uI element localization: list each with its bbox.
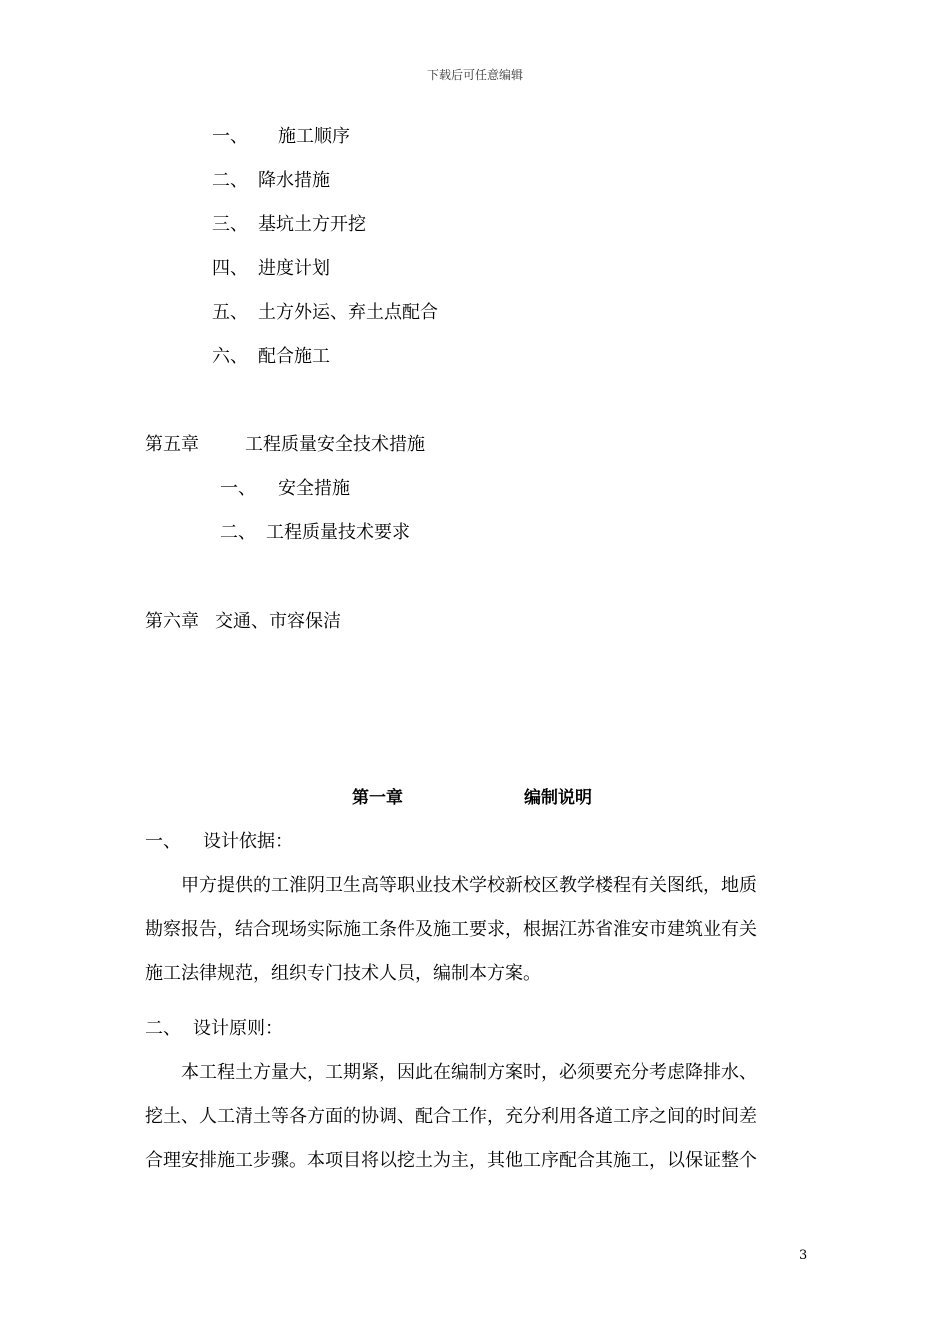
toc-item-label: 基坑土方开挖 [258,214,366,235]
toc-chapter-title: 交通、市容保洁 [215,611,341,632]
section-paragraph [145,864,807,996]
chapter-title: 编制说明 [524,788,592,808]
toc-item-label: 安全措施 [278,478,350,499]
toc-item [212,214,366,236]
section-number: 二、 [145,1018,181,1039]
section-number: 一、 [145,831,181,852]
paragraph-line: 挖土、人工清土等各方面的协调、配合工作，充分利用各道工序之间的时间差 [145,1106,757,1127]
section-heading [145,831,293,853]
toc-item-label: 工程质量技术要求 [266,522,410,543]
toc-item [212,126,350,148]
toc-item-label: 土方外运、弃土点配合 [258,302,438,323]
toc-chapter-number: 第五章 [145,434,199,455]
toc-item-number: 四、 [212,258,248,279]
paragraph-line: 合理安排施工步骤。本项目将以挖土为主，其他工序配合其施工，以保证整个 [145,1150,757,1171]
toc-item-number: 二、 [220,522,256,543]
toc-item [220,522,410,544]
toc-item-number: 一、 [212,126,248,147]
toc-item-number: 五、 [212,302,248,323]
toc-chapter [145,611,341,633]
toc-item-number: 三、 [212,214,248,235]
toc-item [212,258,330,280]
toc-item [212,302,438,324]
toc-item-number: 二、 [212,170,248,191]
paragraph-line: 施工法律规范，组织专门技术人员，编制本方案。 [145,963,541,984]
toc-item-label: 降水措施 [258,170,330,191]
toc-item-label: 配合施工 [258,346,330,367]
toc-chapter-title: 工程质量安全技术措施 [245,434,425,455]
section-paragraph [145,1051,807,1183]
chapter-number: 第一章 [352,788,403,808]
toc-item-label: 进度计划 [258,258,330,279]
page-header-note: 下载后可任意编辑 [426,68,523,82]
section-heading [145,1018,283,1040]
page-number: 3 [799,1248,808,1263]
toc-chapter [145,434,425,456]
section-title: 设计原则： [193,1018,283,1039]
section-title: 设计依据： [203,831,293,852]
paragraph-line: 甲方提供的工淮阴卫生高等职业技术学校新校区教学楼程有关图纸，地质 [181,875,757,896]
toc-item [212,170,330,192]
toc-item-number: 一、 [220,478,256,499]
toc-item-number: 六、 [212,346,248,367]
toc-item [220,478,350,500]
toc-item [212,346,330,368]
toc-item-label: 施工顺序 [278,126,350,147]
paragraph-line: 本工程土方量大，工期紧，因此在编制方案时，必须要充分考虑降排水、 [181,1062,757,1083]
toc-chapter-number: 第六章 [145,611,199,632]
paragraph-line: 勘察报告，结合现场实际施工条件及施工要求，根据江苏省淮安市建筑业有关 [145,919,757,940]
